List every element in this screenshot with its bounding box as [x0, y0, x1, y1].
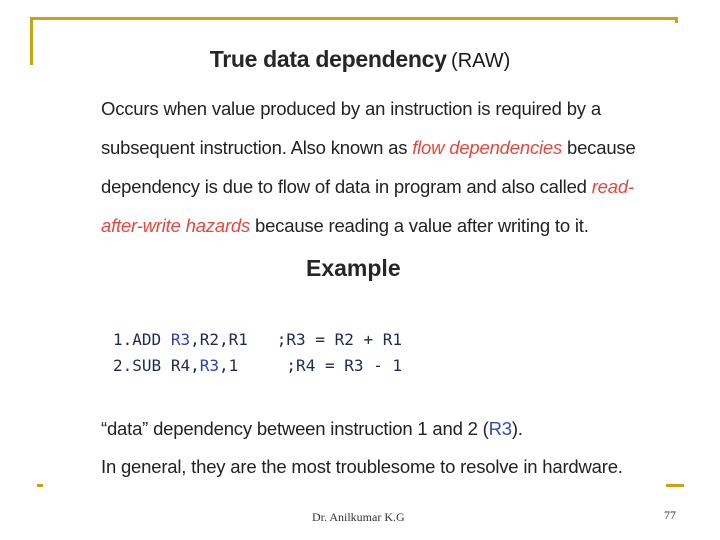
bottom-right-accent	[666, 484, 684, 487]
code-register-highlight: R3	[170, 330, 191, 349]
code-register-highlight: R3	[199, 356, 219, 375]
slide-title	[0, 46, 720, 73]
code-opcode: SUB	[132, 356, 162, 375]
flow-dependencies-term: flow dependencies	[412, 137, 563, 158]
paragraph-text: because reading a value after writing to it.	[250, 215, 589, 236]
paragraph-line-4	[101, 206, 601, 245]
paragraph-text: subsequent instruction. Also known as	[101, 137, 413, 158]
definition-paragraph	[101, 89, 636, 245]
frame-top-border	[30, 17, 678, 20]
general-statement: In general, they are the most troublesome to resolve in hardware.	[101, 456, 623, 477]
code-line-number: 1.	[113, 330, 133, 349]
paragraph-text: dependency is due to flow of data in program and also called	[101, 176, 592, 197]
code-comment: ;R4 = R3 - 1	[286, 356, 403, 375]
code-operands: R4,	[170, 356, 200, 375]
example-heading: Example	[306, 255, 401, 281]
dependency-register: R3	[488, 418, 512, 439]
dependency-statement	[101, 418, 523, 440]
dependency-text: “data” dependency between instruction 1 and 2 (	[101, 418, 489, 439]
paragraph-line-1: Occurs when value produced by an instruction is required by a	[101, 98, 601, 119]
code-opcode: ADD	[132, 330, 162, 349]
code-line-2	[113, 356, 402, 375]
code-line-1	[113, 330, 402, 349]
code-operands: ,1	[218, 356, 239, 375]
bottom-left-accent	[37, 484, 43, 487]
code-line-number: 2.	[113, 356, 133, 375]
slide-title-suffix: (RAW)	[451, 50, 511, 72]
frame-right-border	[675, 17, 678, 23]
code-operands: ,R2,R1	[190, 330, 248, 349]
code-comment: ;R3 = R2 + R1	[276, 330, 403, 349]
raw-term-part-2: after-write hazards	[101, 215, 251, 236]
paragraph-line-2	[101, 128, 636, 167]
footer-author: Dr. Anilkumar K.G	[312, 510, 405, 524]
paragraph-text: because	[562, 137, 636, 158]
dependency-text: ).	[511, 418, 523, 439]
slide-title-main: True data dependency	[209, 46, 447, 72]
raw-term-part-1: read-	[591, 176, 634, 197]
page-number: 77	[664, 508, 676, 522]
paragraph-line-3	[101, 167, 634, 206]
